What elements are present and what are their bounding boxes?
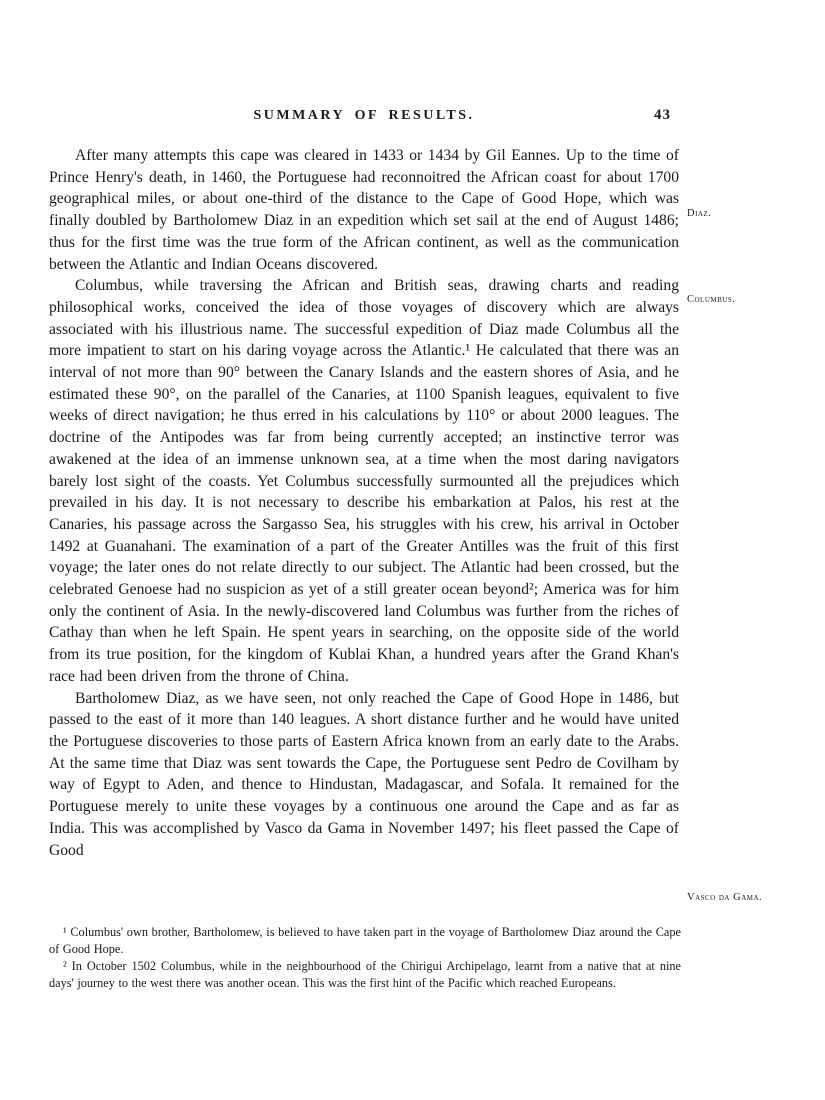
margin-note-diaz: Diaz. [687, 208, 712, 219]
main-text [49, 145, 679, 861]
footnote-2: ² In October 1502 Columbus, while in the neighbourhood of the Chirigui Archipelago, learnt from a native that at nine days' journey to the west there was another ocean. This was the first hint of the Pacific which reached Europeans. [49, 959, 681, 990]
running-title: SUMMARY OF RESULTS. [253, 108, 475, 123]
paragraph-columbus: Columbus, while traversing the African and British seas, drawing charts and reading philosophical works, conceived the idea of those voyages of discovery which are always associated with his illustrious name. The successful expedition of Diaz made Columbus all the more impatient to start on his daring voyage across the Atlantic.¹ He calculated that there was an interval of not more than 90° between the Canary Islands and the eastern shores of Asia, and he estimated these 90°, on the parallel of the Canaries, at 1100 Spanish leagues, equivalent to five weeks of direct navigation; he thus erred in his calculations by 110° or about 2000 leagues. The doctrine of the Antipodes was far from being currently accepted; an instinctive terror was awakened at the idea of an immense unknown sea, at a time when the most daring navigators barely lost sight of the coasts. Yet Columbus successfully surmounted all the prejudices which prevailed in his day. It is not necessary to describe his embarkation at Palos, his rest at the Canaries, his passage across the Sargasso Sea, his struggles with his crew, his arrival in October 1492 at Guanahani. The examination of a part of the Greater Antilles was the fruit of this first voyage; the later ones do not relate directly to our subject. The Atlantic had been crossed, but the celebrated Genoese had no suspicion as yet of a still greater ocean beyond²; America was for him only the continent of Asia. In the newly-discovered land Columbus was further from the riches of Cathay than when he left Spain. He spent years in searching, on the opposite side of the world from its true position, for the kingdom of Kublai Khan, a hundred years after the Grand Khan's race had been driven from the throne of China. [49, 277, 679, 685]
footnotes-section [49, 924, 681, 992]
margin-note-columbus: Columbus. [687, 294, 736, 305]
paragraph-diaz-vasco-da-gama: Bartholomew Diaz, as we have seen, not only reached the Cape of Good Hope in 1486, but passed to the east of it more than 140 leagues. A short distance further and he would have united the Portuguese discoveries to those parts of Eastern Africa known from an early date to the Arabs. At the same time that Diaz was sent towards the Cape, the Portuguese sent Pedro de Covilham by way of Egypt to Aden, and thence to Hindustan, Madagascar, and Sofala. It remained for the Portuguese merely to unite these voyages by a continuous one around the Cape and as far as India. This was accomplished by Vasco da Gama in November 1497; his fleet passed the Cape of Good [49, 689, 679, 859]
page-header [49, 108, 679, 128]
footnote-1: ¹ Columbus' own brother, Bartholomew, is believed to have taken part in the voyage of Bartholomew Diaz around the Cape of Good Hope. [49, 925, 681, 956]
margin-note-vasco-da-gama: Vasco da Gama. [687, 892, 763, 903]
paragraph-gil-eannes-diaz: After many attempts this cape was cleared in 1433 or 1434 by Gil Eannes. Up to the time of Prince Henry's death, in 1460, the Portuguese had reconnoitred the African coast for about 1700 geographical miles, or about one-third of the distance to the Cape of Good Hope, which was finally doubled by Bartholomew Diaz in an expedition which set sail at the end of August 1486; thus for the first time was the true form of the African continent, as well as the communication between the Atlantic and Indian Oceans discovered. [49, 147, 679, 273]
page-number: 43 [654, 107, 671, 123]
